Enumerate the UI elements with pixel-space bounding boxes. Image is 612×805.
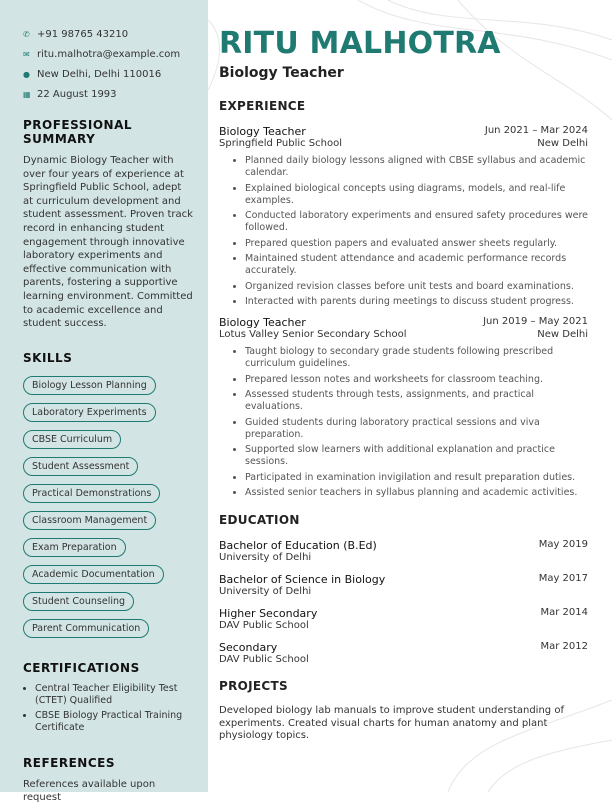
contact-list	[23, 24, 192, 104]
contact-location: ● New Delhi, Delhi 110016	[23, 68, 162, 80]
degree: Bachelor of Education (B.Ed)	[219, 539, 377, 552]
summary-text: Dynamic Biology Teacher with over four years of experience at Springfield Public School, adept at curriculum development and student assessment. Proven track record in enhancing student engagement through innovative laboratory experiments and effective communication with parents, fostering a supportive learning environment. Committed to academic excellence and student success.	[23, 155, 193, 330]
education-entry	[219, 573, 588, 597]
job-bullets	[219, 346, 588, 499]
job-bullet: • Guided students during laboratory practical sessions and viva preparation.	[245, 417, 588, 441]
projects-text: Developed biology lab manuals to improve student understanding of experiments. Created visual charts for human anatomy and plant physiology topics.	[219, 705, 564, 741]
job-dates: Jun 2021 – Mar 2024	[484, 125, 588, 136]
job-entry	[219, 316, 588, 499]
references-text: References available upon request	[23, 778, 156, 804]
job-organization: Lotus Valley Senior Secondary School	[219, 329, 407, 340]
education-heading: EDUCATION	[219, 513, 300, 527]
job-bullet: • Participated in examination invigilation and result preparation duties.	[245, 472, 588, 484]
degree: Secondary	[219, 641, 278, 654]
education-entry	[219, 641, 588, 665]
envelope-icon: ✉	[23, 49, 30, 59]
job-bullet: • Conducted laboratory experiments and ensured safety procedures were followed.	[245, 210, 588, 234]
job-dates: Jun 2019 – May 2021	[483, 316, 588, 327]
skills-list	[23, 373, 192, 643]
skill-chip: Exam Preparation	[23, 538, 126, 557]
education-date: Mar 2014	[540, 607, 588, 618]
map-pin-icon: ●	[23, 69, 30, 79]
job-bullet: • Assisted senior teachers in syllabus planning and academic activities.	[245, 487, 588, 499]
summary-heading: PROFESSIONAL SUMMARY	[23, 118, 133, 146]
skill-chip: Practical Demonstrations	[23, 484, 160, 503]
education-entry	[219, 607, 588, 631]
job-bullet: • Assessed students through tests, assignments, and practical evaluations.	[245, 389, 588, 413]
job-location: New Delhi	[537, 329, 588, 340]
degree: Higher Secondary	[219, 607, 318, 620]
job-bullets	[219, 155, 588, 308]
education-date: May 2019	[538, 539, 588, 550]
job-location: New Delhi	[537, 138, 588, 149]
education-list	[219, 539, 588, 665]
references-heading: REFERENCES	[23, 755, 115, 770]
skills-heading: SKILLS	[23, 350, 73, 365]
contact-email[interactable]: ✉ ritu.malhotra@example.com	[23, 48, 181, 60]
skill-chip: Student Assessment	[23, 457, 138, 476]
school: DAV Public School	[219, 654, 309, 665]
job-bullet: • Maintained student attendance and academic performance records accurately.	[245, 253, 588, 277]
job-bullet: • Organized revision classes before unit tests and board examinations.	[245, 281, 588, 293]
experience-heading: EXPERIENCE	[219, 99, 306, 113]
skill-chip: CBSE Curriculum	[23, 430, 121, 449]
certification-item: • Central Teacher Eligibility Test (CTET) Qualified	[35, 683, 192, 707]
certifications-heading: CERTIFICATIONS	[23, 660, 140, 675]
job-bullet: • Interacted with parents during meetings to discuss student progress.	[245, 296, 588, 308]
job-bullet: • Explained biological concepts using diagrams, models, and real-life examples.	[245, 183, 588, 207]
contact-phone: ✆ +91 98765 43210	[23, 28, 129, 40]
skill-chip: Parent Communication	[23, 619, 149, 638]
projects-heading: PROJECTS	[219, 679, 288, 693]
job-bullet: • Prepared lesson notes and worksheets for classroom teaching.	[245, 374, 588, 386]
degree: Bachelor of Science in Biology	[219, 573, 386, 586]
education-date: May 2017	[538, 573, 588, 584]
education-entry	[219, 539, 588, 563]
job-title: Biology Teacher	[219, 316, 306, 329]
skill-chip: Student Counseling	[23, 592, 134, 611]
school: University of Delhi	[219, 586, 312, 597]
certifications-list	[23, 683, 192, 734]
school: University of Delhi	[219, 552, 312, 563]
calendar-icon: ▦	[23, 89, 31, 99]
job-title: Biology Teacher	[219, 125, 306, 138]
job-bullet: • Supported slow learners with additional explanation and practice sessions.	[245, 444, 588, 468]
experience-list	[219, 125, 588, 499]
skill-chip: Classroom Management	[23, 511, 156, 530]
skill-chip: Biology Lesson Planning	[23, 376, 156, 395]
school: DAV Public School	[219, 620, 309, 631]
job-organization: Springfield Public School	[219, 138, 342, 149]
contact-birthdate: ▦ 22 August 1993	[23, 88, 117, 100]
education-date: Mar 2012	[540, 641, 588, 652]
job-bullet: • Planned daily biology lessons aligned with CBSE syllabus and academic calendar.	[245, 155, 588, 179]
certification-item: • CBSE Biology Practical Training Certificate	[35, 710, 192, 734]
job-bullet: • Prepared question papers and evaluated answer sheets regularly.	[245, 238, 588, 250]
job-entry	[219, 125, 588, 308]
job-bullet: • Taught biology to secondary grade students following prescribed curriculum guidelines.	[245, 346, 588, 370]
main-content	[208, 0, 612, 792]
candidate-title: Biology Teacher	[219, 65, 344, 81]
skill-chip: Academic Documentation	[23, 565, 164, 584]
skill-chip: Laboratory Experiments	[23, 403, 156, 422]
phone-icon: ✆	[23, 29, 30, 39]
sidebar	[0, 0, 208, 804]
candidate-name: RITU MALHOTRA	[219, 26, 501, 61]
